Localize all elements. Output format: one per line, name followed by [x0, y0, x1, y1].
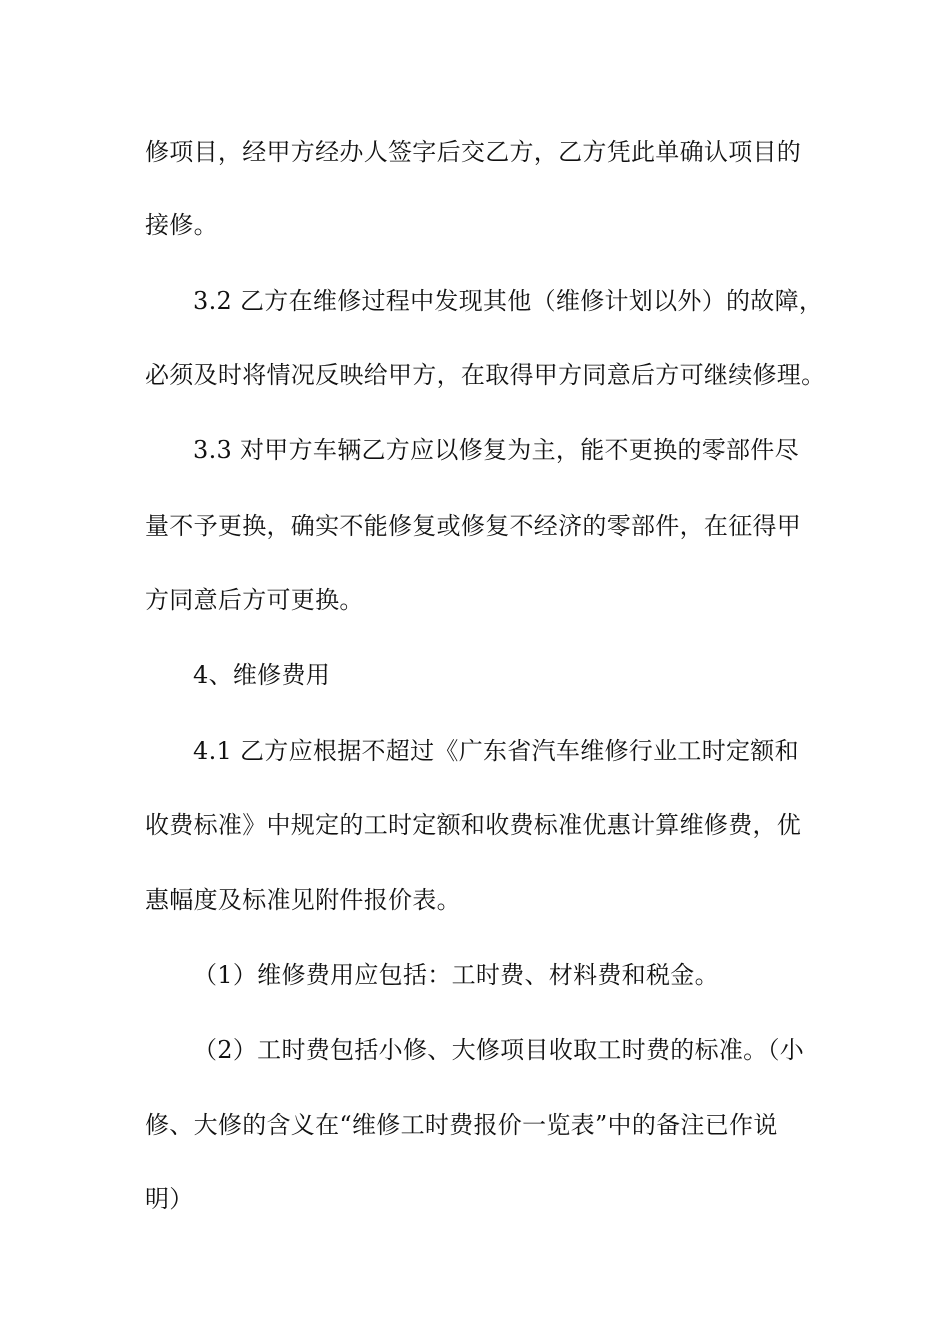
text-line: 方同意后方可更换。: [145, 586, 364, 614]
text-line: 接修。: [145, 211, 218, 239]
clause-3-3-line: 3.3 对甲方车辆乙方应以修复为主，能不更换的零部件尽: [193, 436, 799, 464]
text-line: 必须及时将情况反映给甲方，在取得甲方同意后方可继续修理。: [145, 361, 826, 389]
text-line: 修项目，经甲方经办人签字后交乙方，乙方凭此单确认项目的: [145, 138, 802, 166]
text-line: 惠幅度及标准见附件报价表。: [145, 886, 461, 914]
clause-3-2-line: 3.2 乙方在维修过程中发现其他（维修计划以外）的故障，: [193, 287, 824, 315]
item-1-line: （1）维修费用应包括：工时费、材料费和税金。: [193, 961, 719, 989]
section-4-heading: 4、维修费用: [193, 661, 331, 689]
text-line: 量不予更换，确实不能修复或修复不经济的零部件，在征得甲: [145, 512, 802, 540]
text-line: 收费标准》中规定的工时定额和收费标准优惠计算维修费，优: [145, 811, 802, 839]
text-line: 明）: [145, 1185, 194, 1213]
text-line: 修、大修的含义在“维修工时费报价一览表”中的备注已作说: [145, 1111, 778, 1139]
clause-4-1-line: 4.1 乙方应根据不超过《广东省汽车维修行业工时定额和: [193, 737, 799, 765]
item-2-line: （2）工时费包括小修、大修项目收取工时费的标准。（小: [193, 1036, 805, 1064]
